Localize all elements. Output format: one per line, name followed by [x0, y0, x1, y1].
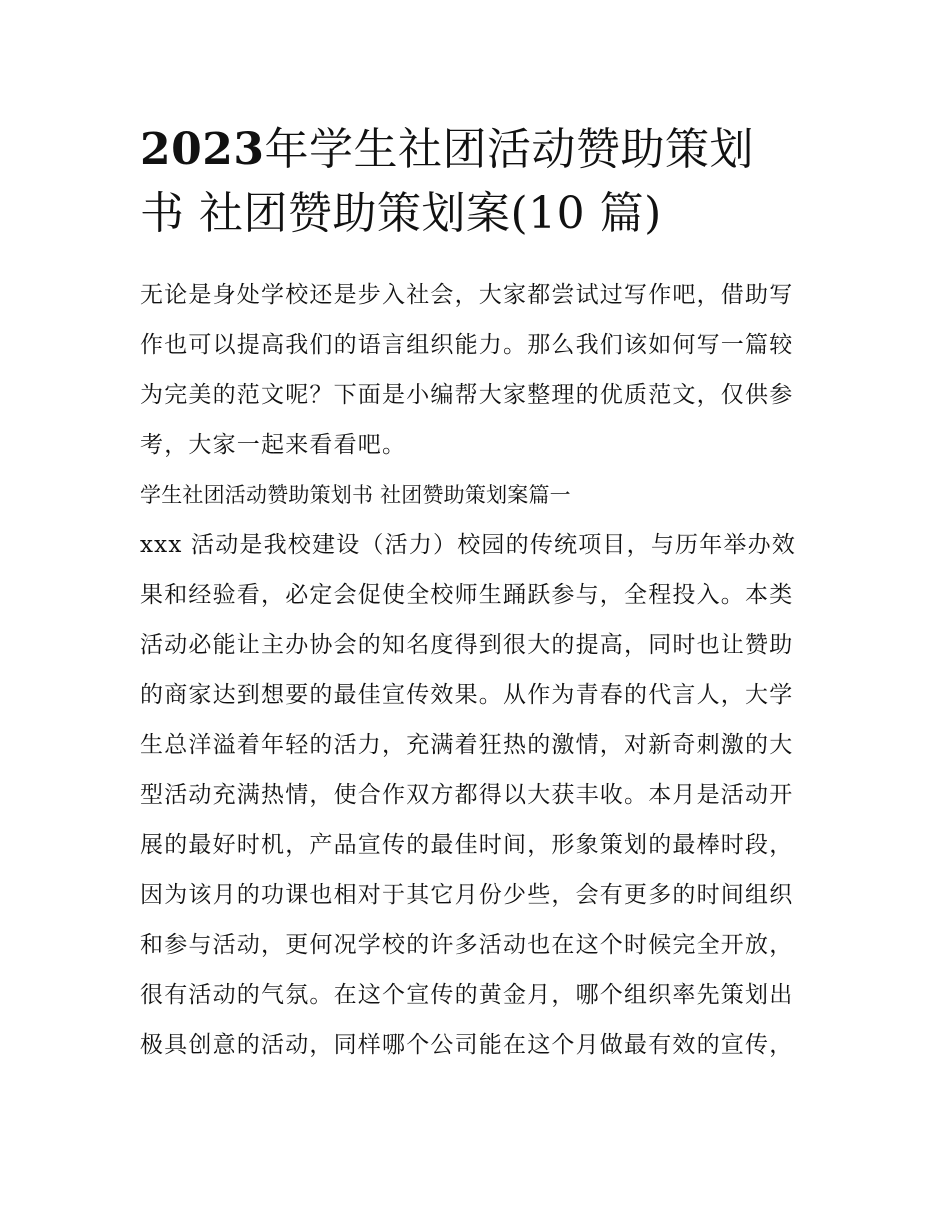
section-heading: 学生社团活动赞助策划书 社团赞助策划案篇一 — [140, 483, 571, 507]
section-paragraph — [140, 520, 812, 1070]
section-line: 和参与活动，更何况学校的许多活动也在这个时候完全开放， — [140, 932, 794, 958]
document-content — [140, 118, 812, 1070]
section-line: 型活动充满热情，使合作双方都得以大获丰收。本月是活动开 — [140, 782, 794, 808]
section-line: 极具创意的活动，同样哪个公司能在这个月做最有效的宣传， — [140, 1032, 794, 1058]
intro-line: 为完美的范文呢？下面是小编帮大家整理的优质范文，仅供参 — [140, 382, 794, 408]
intro-line: 无论是身处学校还是步入社会，大家都尝试过写作吧，借助写 — [140, 282, 794, 308]
intro-line: 作也可以提高我们的语言组织能力。那么我们该如何写一篇较 — [140, 332, 794, 358]
section-line: 很有活动的气氛。在这个宣传的黄金月，哪个组织率先策划出 — [140, 982, 794, 1008]
intro-paragraph — [140, 270, 812, 470]
section-line: 果和经验看，必定会促使全校师生踊跃参与，全程投入。本类 — [140, 582, 794, 608]
section-line: 的商家达到想要的最佳宣传效果。从作为青春的代言人，大学 — [140, 682, 794, 708]
title-line-1 — [140, 118, 812, 182]
section-line: 活动必能让主办协会的知名度得到很大的提高，同时也让赞助 — [140, 632, 794, 658]
section-line: 生总洋溢着年轻的活力，充满着狂热的激情，对新奇刺激的大 — [140, 732, 794, 758]
section-line: xxx 活动是我校建设（活力）校园的传统项目，与历年举办效 — [140, 532, 797, 558]
intro-line: 考，大家一起来看看吧。 — [140, 432, 407, 458]
section-line: 展的最好时机，产品宣传的最佳时间，形象策划的最棒时段， — [140, 832, 794, 858]
title-line-2-text: 书 社团赞助策划案(10 篇) — [140, 188, 662, 239]
document-title — [140, 118, 812, 246]
title-line-2 — [140, 182, 812, 246]
title-year: 2023 — [140, 124, 265, 175]
title-line-1-text: 年学生社团活动赞助策划 — [264, 124, 754, 175]
section-line: 因为该月的功课也相对于其它月份少些，会有更多的时间组织 — [140, 882, 794, 908]
